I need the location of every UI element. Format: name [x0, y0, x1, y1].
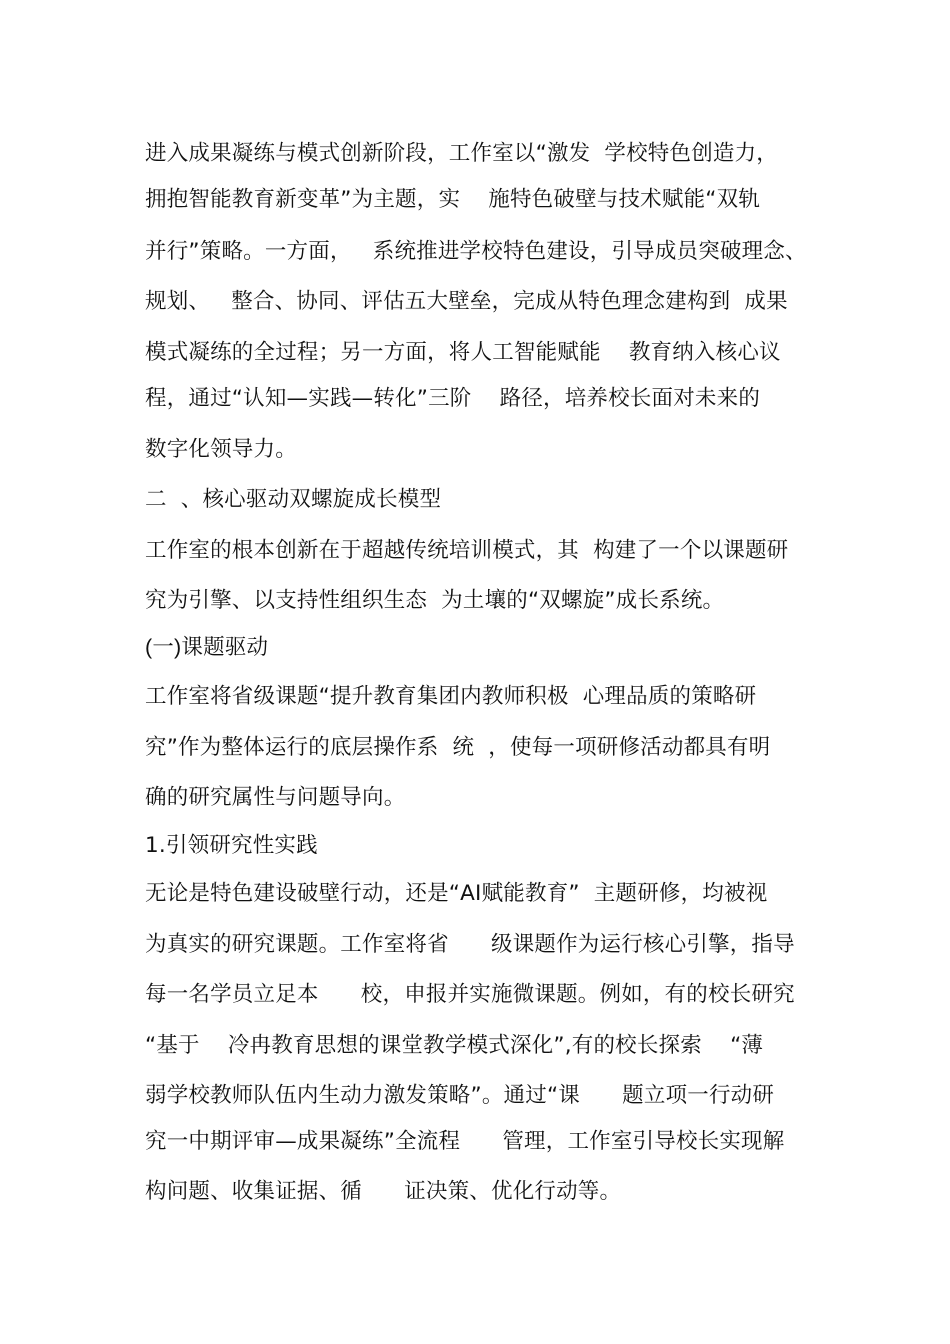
paragraph-line: 每一名学员立足本 校，申报并实施微课题。例如，有的校长研究: [145, 982, 795, 1007]
paragraph-line: 构问题、收集证据、循 证决策、优化行动等。: [145, 1179, 622, 1204]
subsection-heading: (一)课题驱动: [145, 635, 269, 659]
paragraph-line: 确的研究属性与问题导向。: [145, 785, 406, 810]
paragraph-line: 工作室的根本创新在于超越传统培训模式，其 构建了一个以课题研: [145, 538, 789, 563]
paragraph-line: 进入成果凝练与模式创新阶段，工作室以“激发 学校特色创造力，: [145, 141, 779, 166]
subsection-heading: 1.引领研究性实践: [145, 833, 318, 858]
paragraph-line: “基于 冷冉教育思想的课堂教学模式深化”,有的校长探索 “薄: [145, 1033, 764, 1058]
paragraph-line: 究”作为整体运行的底层操作系 统 ，使每一项研修活动都具有明: [145, 735, 771, 760]
paragraph-line: 无论是特色建设破壁行动，还是“AI赋能教育” 主题研修，均被视: [145, 881, 768, 906]
paragraph-line: 数字化领导力。: [145, 437, 297, 462]
paragraph-line: 工作室将省级课题“提升教育集团内教师积极 心理品质的策略研: [145, 684, 757, 709]
paragraph-line: 为真实的研究课题。工作室将省 级课题作为运行核心引擎，指导: [145, 932, 795, 957]
paragraph-line: 究为引擎、以支持性组织生态 为土壤的“双螺旋”成长系统。: [145, 588, 725, 613]
paragraph-line: 规划、 整合、协同、评估五大壁垒，完成从特色理念建构到 成果: [145, 289, 788, 314]
paragraph-line: 模式凝练的全过程；另一方面，将人工智能赋能 教育纳入核心议: [145, 340, 781, 365]
paragraph-line: 究一中期评审—成果凝练”全流程 管理，工作室引导校长实现解: [145, 1129, 785, 1154]
paragraph-line: 程，通过“认知—实践—转化”三阶 路径，培养校长面对未来的: [145, 386, 761, 411]
paragraph-line: 拥抱智能教育新变革”为主题，实 施特色破壁与技术赋能“双轨: [145, 187, 761, 212]
section-heading: 二 、核心驱动双螺旋成长模型: [145, 487, 442, 512]
paragraph-line: 弱学校教师队伍内生动力激发策略”。通过“课 题立项一行动研: [145, 1083, 775, 1108]
paragraph-line: 并行”策略。一方面， 系统推进学校特色建设，引导成员突破理念、: [145, 239, 807, 264]
